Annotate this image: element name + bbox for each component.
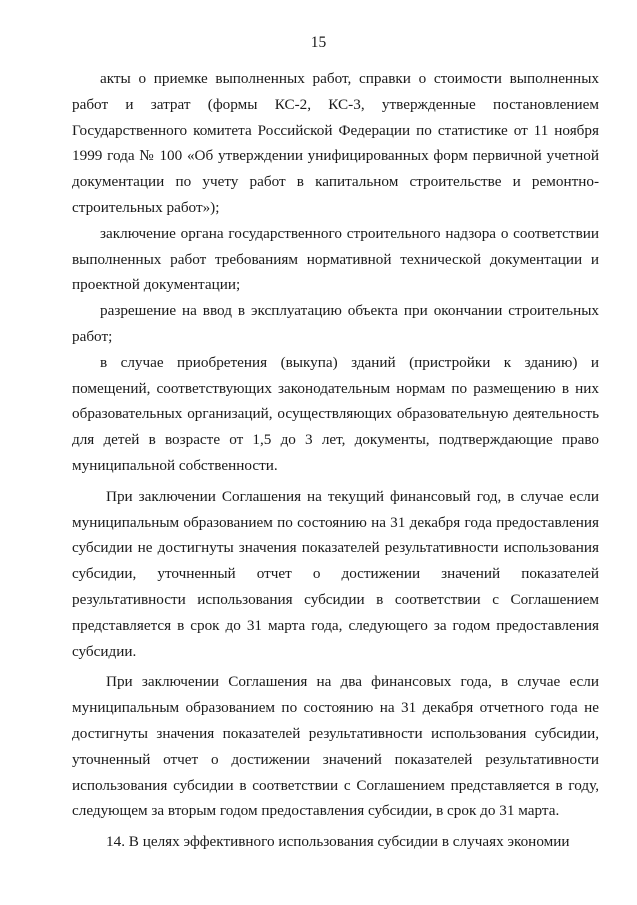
document-body: [72, 66, 599, 855]
paragraph-acts: акты о приемке выполненных работ, справки о стоимости выполненных работ и затрат (формы КС-2, КС-3, утвержденные постановлением Государственного комитета Российской Федерации по статистике от 11 ноября 1999 года № 100 «Об утверждении унифицированных форм первичной учетной документации по учету работ в капитальном строительстве и ремонтно-строительных работ»);: [72, 70, 599, 216]
paragraph-current-year-agreement: При заключении Соглашения на текущий финансовый год, в случае если муниципальным образованием по состоянию на 31 декабря года предоставления субсидии не достигнуты значения показателей результативности использования субсидии, уточненный отчет о достижении значений показателей результативности использования субсидии в соответствии с Соглашением представляется в срок до 31 марта года, следующего за годом предоставления субсидии.: [72, 487, 599, 660]
paragraph-item-14: 14. В целях эффективного использования субсидии в случаях экономии: [106, 833, 570, 851]
page-number: 15: [310, 34, 327, 51]
paragraph-building-purchase: в случае приобретения (выкупа) зданий (пристройки к зданию) и помещений, соответствующих законодательным нормам по размещению в них образовательных организаций, осуществляющих образовательную деятельность для детей в возрасте от 1,5 до 3 лет, документы, подтверждающие право муниципальной собственности.: [72, 353, 599, 474]
paragraph-supervision-conclusion: заключение органа государственного строительного надзора о соответствии выполненных работ требованиям нормативной технической документации и проектной документации;: [72, 224, 599, 294]
paragraph-commissioning-permit: разрешение на ввод в эксплуатацию объекта при окончании строительных работ;: [72, 302, 599, 345]
paragraph-two-year-agreement: При заключении Соглашения на два финансовых года, в случае если муниципальным образованием по состоянию на 31 декабря отчетного года не достигнуты значения показателей результативности использования субсидии, уточненный отчет о достижении значений показателей результативности использования субсидии в соответствии с Соглашением представляется в году, следующем за вторым годом предоставления субсидии, в срок до 31 марта.: [72, 673, 599, 820]
